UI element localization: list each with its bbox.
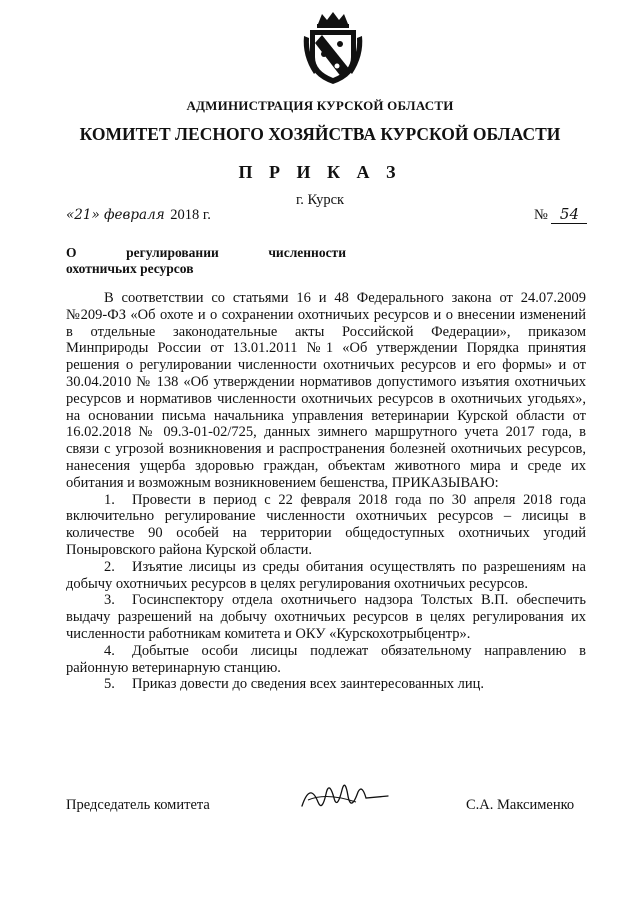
number-prefix: № xyxy=(534,207,548,223)
signatory-position: Председатель комитета xyxy=(66,797,210,813)
document-type: П Р И К А З xyxy=(238,162,402,182)
document-subject xyxy=(66,245,346,277)
item-number: 4. xyxy=(104,642,115,659)
item-text: Приказ довести до сведения всех заинтересованных лиц. xyxy=(132,676,485,693)
item-text: Добытые особи лисицы подлежат обязательному направлению в районную ветеринарную станцию. xyxy=(66,642,586,676)
item-text: Госинспектору отдела охотничьего надзора Толстых В.П. обеспечить выдачу разрешений на добычу охотничьих ресурсов в целях регулирования их численности работникам комитета и ОКУ «Курскохотрыбцентр». xyxy=(66,592,586,642)
document-date xyxy=(66,207,211,224)
item-number: 3. xyxy=(104,592,115,609)
subject-line-2: охотничьих ресурсов xyxy=(66,261,194,276)
date-year: 2018 г. xyxy=(170,207,211,223)
intro-paragraph: В соответствии со статьями 16 и 48 Федерального закона от 24.07.2009 №209-ФЗ «Об охоте и о сохранении охотничьих ресурсов и о внесении изменений в отдельные законодательные акты Российской Федерации», приказом Минприроды России от 13.01.2011 №1 «Об утверждении Порядка принятия решения о регулировании численности охотничьих ресурсов и его формы» и от 30.04.2010 № 138 «Об утверждении нормативов допустимого изъятия охотничьих ресурсов и нормативов численности охотничьих ресурсов в охотничьих угодьях», на основании письма начальника управления ветеринарии Курской области от 16.02.2018 № 09.3-01-02/725, данных зимнего маршрутного учета 2017 года, в связи с угрозой возникновения и распространения болезней охотничьих ресурсов, нанесения ущерба здоровью граждан, объектам животного мира и среде их обитания и возможным возникновением бешенства, ПРИКАЗЫВАЮ: xyxy=(66,290,586,491)
item-number: 2. xyxy=(104,558,115,575)
order-item xyxy=(66,592,586,642)
item-text: Провести в период с 22 февраля 2018 года по 30 апреля 2018 года включительно регулирование численности охотничьих ресурсов – лисицы в количестве 90 особей на территории общедоступных охотничьих угодий Поныровского района Курской области. xyxy=(66,491,586,558)
subject-word: регулировании xyxy=(126,245,219,260)
coat-of-arms-icon xyxy=(300,10,366,86)
handwritten-signature-icon xyxy=(296,772,396,822)
order-item xyxy=(66,643,586,677)
order-item xyxy=(66,559,586,593)
document-number xyxy=(534,205,587,224)
subject-line-1 xyxy=(66,245,346,261)
order-item xyxy=(66,676,586,693)
document-body xyxy=(66,290,586,693)
date-handwritten: «21» февраля xyxy=(66,207,165,223)
committee-name: КОМИТЕТ ЛЕСНОГО ХОЗЯЙСТВА КУРСКОЙ ОБЛАСТИ xyxy=(79,124,561,144)
city: г. Курск xyxy=(295,192,345,208)
order-item xyxy=(66,492,586,559)
item-number: 5. xyxy=(104,676,115,693)
item-number: 1. xyxy=(104,491,115,508)
item-text: Изъятие лисицы из среды обитания осуществлять по разрешениям на добычу охотничьих ресурсов в целях регулирования охотничьих ресурсов. xyxy=(66,558,586,592)
number-handwritten: 54 xyxy=(551,205,587,224)
administration-name: АДМИНИСТРАЦИЯ КУРСКОЙ ОБЛАСТИ xyxy=(186,98,454,113)
signatory-name: С.А. Максименко xyxy=(466,797,575,813)
subject-word: О xyxy=(66,245,77,260)
subject-word: численности xyxy=(268,245,346,260)
